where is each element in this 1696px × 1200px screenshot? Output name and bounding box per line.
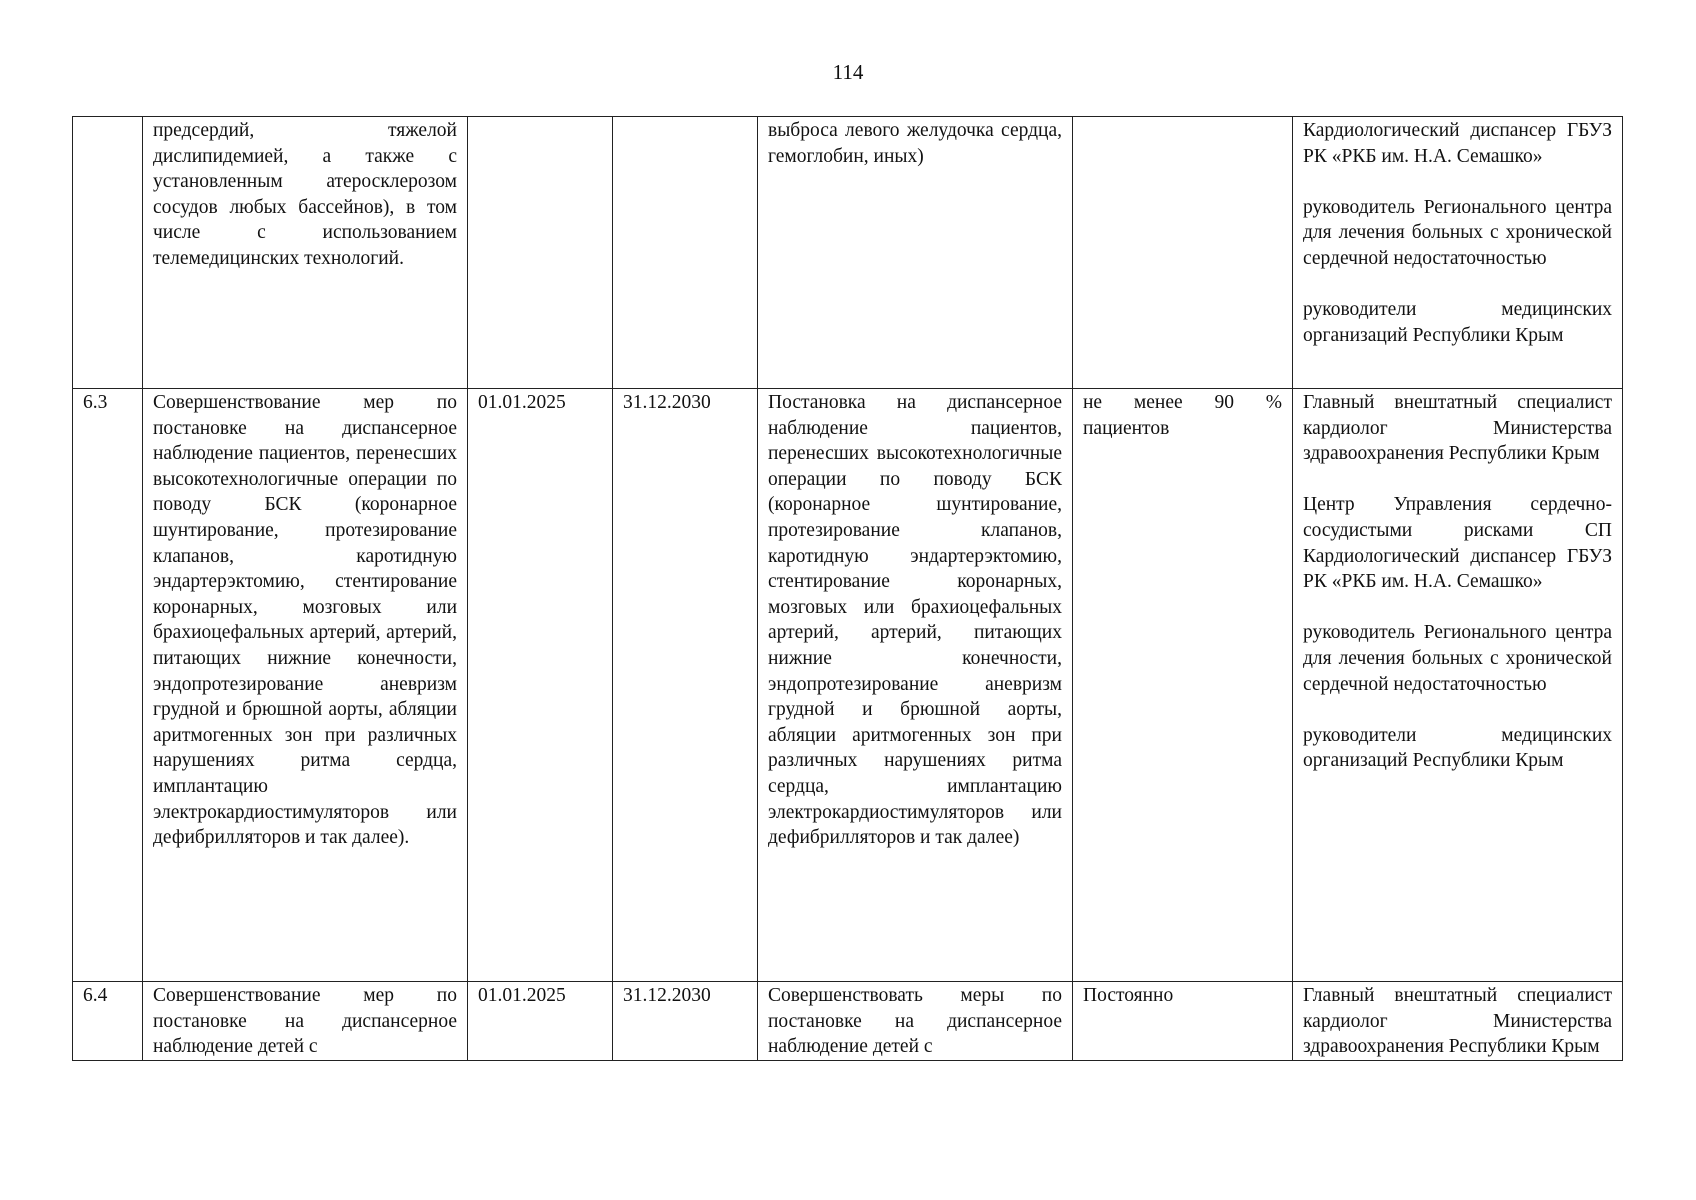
end-date-cell: 31.12.2030 xyxy=(613,982,758,1061)
indicator-cell xyxy=(1073,117,1293,389)
result-cell: Постановка на диспансерное наблюдение пациентов, перенесших высокотехнологичные операции по поводу БСК (коронарное шунтирование, протезирование клапанов, каротидную эндартерэктомию, стентирование коронарных, мозговых или брахиоцефальных артерий, артерий, питающих нижние конечности, эндопротезирование аневризм грудной и брюшной аорты, абляции аритмогенных зон при различных нарушениях ритма сердца, имплантацию электрокардиостимуляторов или дефибрилляторов и так далее) xyxy=(758,389,1073,982)
responsible-cell xyxy=(1293,982,1623,1061)
row-number xyxy=(73,117,143,389)
table-row xyxy=(73,982,1623,1061)
row-number: 6.3 xyxy=(73,389,143,982)
start-date-cell xyxy=(468,117,613,389)
start-date-cell: 01.01.2025 xyxy=(468,982,613,1061)
measure-cell: Совершенствование мер по постановке на диспансерное наблюдение пациентов, перенесших высокотехнологичные операции по поводу БСК (коронарное шунтирование, протезирование клапанов, каротидную эндартерэктомию, стентирование коронарных, мозговых или брахиоцефальных артерий, артерий, питающих нижние конечности, эндопротезирование аневризм грудной и брюшной аорты, абляции аритмогенных зон при различных нарушениях ритма сердца, имплантацию электрокардиостимуляторов или дефибрилляторов и так далее). xyxy=(143,389,468,982)
table-row xyxy=(73,389,1623,982)
responsible-entry: Кардиологический диспансер ГБУЗ РК «РКБ им. Н.А. Семашко» xyxy=(1303,120,1612,167)
table-row xyxy=(73,117,1623,389)
responsible-cell xyxy=(1293,389,1623,982)
result-cell: Совершенствовать меры по постановке на диспансерное наблюдение детей с xyxy=(758,982,1073,1061)
responsible-entry: Главный внештатный специалист кардиолог Министерства здравоохранения Республики Крым xyxy=(1303,985,1612,1058)
responsible-entry: Центр Управления сердечно-сосудистыми рисками СП Кардиологический диспансер ГБУЗ РК «РКБ им. Н.А. Семашко» xyxy=(1303,494,1612,593)
row-number: 6.4 xyxy=(73,982,143,1061)
page-number: 114 xyxy=(832,60,864,84)
measure-cell: Совершенствование мер по постановке на диспансерное наблюдение детей с xyxy=(143,982,468,1061)
responsible-entry: Главный внештатный специалист кардиолог Министерства здравоохранения Республики Крым xyxy=(1303,392,1612,465)
responsible-cell xyxy=(1293,117,1623,389)
responsible-entry: руководитель Регионального центра для лечения больных с хронической сердечной недостаточностью xyxy=(1303,196,1612,269)
responsible-entry: руководители медицинских организаций Республики Крым xyxy=(1303,299,1612,346)
responsible-entry: руководители медицинских организаций Республики Крым xyxy=(1303,724,1612,772)
end-date-cell xyxy=(613,117,758,389)
start-date-cell: 01.01.2025 xyxy=(468,389,613,982)
result-cell: выброса левого желудочка сердца, гемоглобин, иных) xyxy=(758,117,1073,389)
plan-table xyxy=(72,116,1623,1061)
indicator-cell: Постоянно xyxy=(1073,982,1293,1061)
responsible-entry: руководитель Регионального центра для лечения больных с хронической сердечной недостаточностью xyxy=(1303,622,1612,695)
end-date-cell: 31.12.2030 xyxy=(613,389,758,982)
measure-cell: предсердий, тяжелой дислипидемией, а также с установленным атеросклерозом сосудов любых бассейнов), в том числе с использованием телемедицинских технологий. xyxy=(143,117,468,389)
indicator-cell: не менее 90 % пациентов xyxy=(1073,389,1293,982)
